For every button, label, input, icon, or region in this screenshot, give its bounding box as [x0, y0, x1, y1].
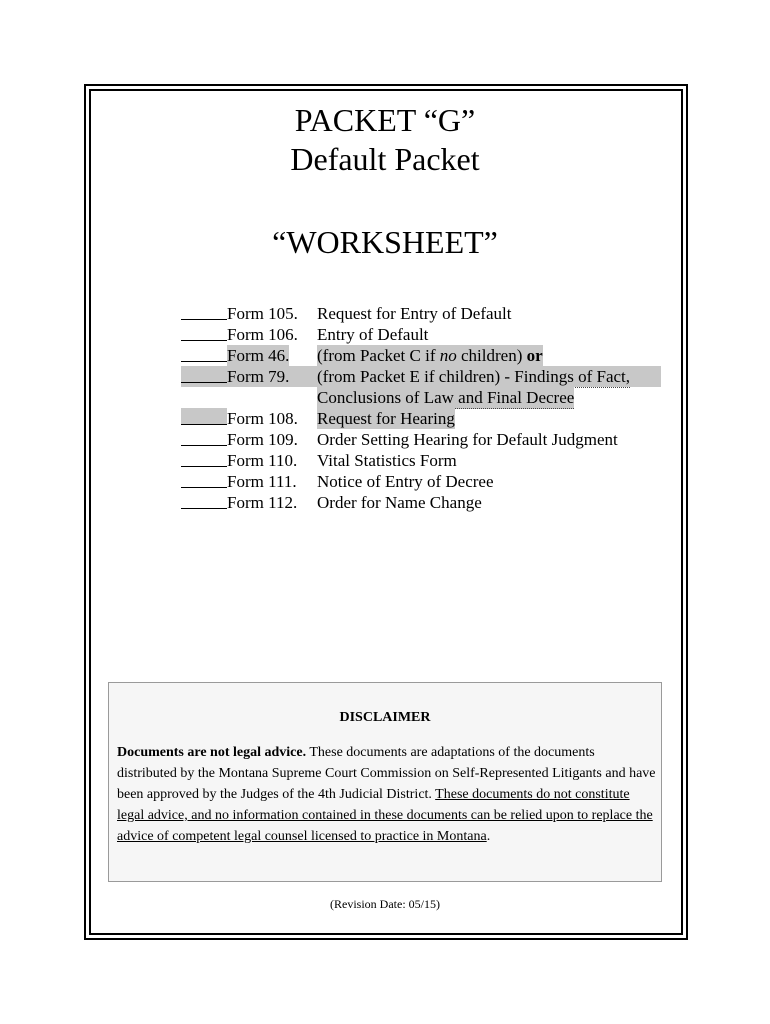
form-row-109 [181, 429, 661, 450]
form-description: Request for Entry of Default [317, 304, 512, 323]
forms-checklist [181, 303, 661, 513]
disclaimer-title: DISCLAIMER [339, 710, 431, 725]
checkbox-blank[interactable] [181, 471, 227, 488]
checkbox-blank[interactable] [181, 429, 227, 446]
disclaimer-body: These documents are adaptations of the documents distributed by the Montana Supreme Court Commission on Self-Represented Litigants and have been approved by the Judges of the 4th Judicial District. [117, 745, 656, 802]
desc-emphasis: no [439, 346, 457, 365]
packet-title: PACKET “G” [294, 102, 476, 138]
form-row-79 [181, 366, 661, 387]
form-row-108 [181, 408, 661, 429]
checkbox-blank[interactable] [181, 492, 227, 509]
form-row-46 [181, 345, 661, 366]
form-number: Form 108. [227, 409, 298, 428]
form-row-105 [181, 303, 661, 324]
checkbox-blank[interactable] [181, 345, 227, 362]
form-description-cont: Conclusions of Law and Final Decree [317, 388, 575, 407]
checkbox-blank[interactable] [181, 303, 227, 320]
form-number: Form 46. [227, 346, 290, 365]
packet-subtitle: Default Packet [290, 141, 480, 177]
revision-date: (Revision Date: 05/15) [330, 897, 440, 911]
form-description: Order for Name Change [317, 493, 482, 512]
checkbox-blank[interactable] [181, 408, 227, 425]
checkbox-blank[interactable] [181, 450, 227, 467]
form-row-106 [181, 324, 661, 345]
disclaimer-underlined: These documents do not constitute legal advice, and no information contained in these documents can be relied upon to replace the advice of competent legal counsel licensed to practice in Montana [117, 787, 653, 844]
form-number: Form 110. [227, 451, 298, 470]
desc-bold: or [526, 346, 543, 365]
form-description: Entry of Default [317, 325, 429, 344]
form-number: Form 79. [227, 367, 290, 386]
desc-prefix: (from Packet C if [317, 346, 440, 365]
disclaimer-end: . [486, 829, 491, 844]
form-row-79-cont [181, 387, 661, 408]
form-number: Form 112. [227, 493, 298, 512]
disclaimer-text [117, 742, 657, 847]
form-description: Request for Hearing [317, 409, 455, 428]
worksheet-heading: “WORKSHEET” [272, 224, 498, 260]
checkbox-blank[interactable] [181, 366, 227, 383]
desc-mid: children) [456, 346, 527, 365]
checkbox-blank[interactable] [181, 324, 227, 341]
form-row-110 [181, 450, 661, 471]
form-description: Vital Statistics Form [317, 451, 457, 470]
form-description [317, 345, 543, 366]
form-number: Form 106. [227, 325, 298, 344]
form-number: Form 111. [227, 472, 297, 491]
form-description: (from Packet E if children) - Findings of Fact, [317, 367, 631, 386]
form-row-111 [181, 471, 661, 492]
form-number: Form 105. [227, 304, 298, 323]
form-number: Form 109. [227, 430, 298, 449]
form-description: Notice of Entry of Decree [317, 472, 494, 491]
disclaimer-lead: Documents are not legal advice. [117, 745, 307, 760]
form-description: Order Setting Hearing for Default Judgment [317, 430, 618, 449]
form-row-112 [181, 492, 661, 513]
